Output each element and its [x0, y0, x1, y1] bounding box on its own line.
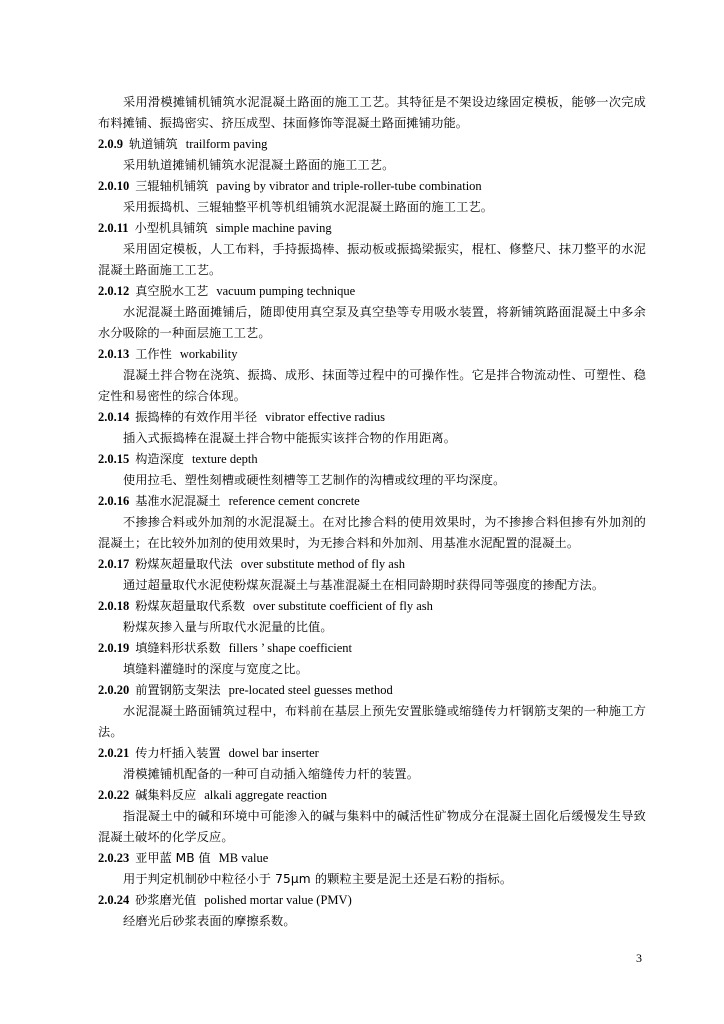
- term-english: workability: [179, 347, 238, 361]
- term-english: fillers ’ shape coefficient: [228, 641, 352, 655]
- document-body: [98, 92, 646, 932]
- term-english: alkali aggregate reaction: [204, 788, 328, 802]
- term-definition: 水泥混凝土路面铺筑过程中，布料前在基层上预先安置胀缝或缩缝传力杆钢筋支架的一种施工方法。: [98, 704, 646, 739]
- term-number: 2.0.16: [98, 494, 130, 508]
- term-definition: 使用拉毛、塑性刻槽或硬性刻槽等工艺制作的沟槽或纹理的平均深度。: [123, 473, 506, 487]
- term-definition: 水泥混凝土路面摊铺后，随即使用真空泵及真空垫等专用吸水装置，将新铺筑路面混凝土中多余水分吸除的一种面层施工工艺。: [98, 305, 646, 340]
- term-definition: 指混凝土中的碱和环境中可能渗入的碱与集料中的碱活性矿物成分在混凝土固化后缓慢发生导致混凝土破坏的化学反应。: [98, 809, 646, 844]
- term-english: over substitute method of fly ash: [240, 557, 405, 571]
- term-chinese: 真空脱水工艺: [135, 284, 209, 298]
- term-heading: [98, 785, 646, 806]
- term-chinese: 粉煤灰超量取代法: [135, 557, 233, 571]
- term-chinese: 构造深度: [135, 452, 184, 466]
- term-english: pre-located steel guesses method: [228, 683, 393, 697]
- term-heading: [98, 218, 646, 239]
- term-heading: [98, 743, 646, 764]
- term-chinese: 砂浆磨光值: [135, 893, 197, 907]
- term-definition: 采用轨道摊铺机铺筑水泥混凝土路面的施工工艺。: [123, 158, 395, 172]
- term-chinese: 传力杆插入装置: [135, 746, 221, 760]
- term-number: 2.0.18: [98, 599, 130, 613]
- term-heading: [98, 491, 646, 512]
- term-number: 2.0.19: [98, 641, 130, 655]
- term-heading: [98, 407, 646, 428]
- term-chinese: 填缝料形状系数: [135, 641, 221, 655]
- term-number: 2.0.22: [98, 788, 130, 802]
- term-chinese: 基准水泥混凝土: [135, 494, 221, 508]
- term-number: 2.0.10: [98, 179, 130, 193]
- term-number: 2.0.23: [98, 851, 130, 865]
- term-number: 2.0.9: [98, 137, 123, 151]
- term-heading: [98, 638, 646, 659]
- term-entries: [98, 134, 646, 932]
- term-heading: [98, 680, 646, 701]
- term-english: vibrator effective radius: [265, 410, 385, 424]
- term-definition: 用于判定机制砂中粒径小于 75μm 的颗粒主要是泥土还是石粉的指标。: [123, 872, 513, 886]
- term-english: polished mortar value (PMV): [204, 893, 352, 907]
- term-chinese: 碱集料反应: [135, 788, 197, 802]
- term-heading: [98, 281, 646, 302]
- term-definition: 插入式振捣棒在混凝土拌合物中能振实该拌合物的作用距离。: [123, 431, 457, 445]
- term-definition: 粉煤灰掺入量与所取代水泥量的比值。: [123, 620, 333, 634]
- term-english: trailform paving: [185, 137, 268, 151]
- term-heading: [98, 176, 646, 197]
- page-number: 3: [636, 951, 642, 965]
- term-heading: [98, 596, 646, 617]
- term-definition: 混凝土拌合物在浇筑、振捣、成形、抹面等过程中的可操作性。它是拌合物流动性、可塑性、稳定性和易密性的综合体现。: [98, 368, 646, 403]
- term-number: 2.0.11: [98, 221, 129, 235]
- term-heading: [98, 554, 646, 575]
- term-number: 2.0.24: [98, 893, 130, 907]
- term-heading: [98, 134, 646, 155]
- term-chinese: 振捣棒的有效作用半径: [135, 410, 258, 424]
- term-heading: [98, 449, 646, 470]
- term-english: texture depth: [192, 452, 258, 466]
- term-chinese: 三辊轴机铺筑: [135, 179, 209, 193]
- term-number: 2.0.12: [98, 284, 130, 298]
- term-number: 2.0.13: [98, 347, 130, 361]
- term-english: paving by vibrator and triple-roller-tube combination: [216, 179, 482, 193]
- intro-paragraph: 采用滑模摊铺机铺筑水泥混凝土路面的施工工艺。其特征是不架设边缘固定模板，能够一次完成布料摊铺、振捣密实、挤压成型、抹面修饰等混凝土路面摊铺功能。: [98, 95, 646, 130]
- term-definition: 采用振捣机、三辊轴整平机等机组铺筑水泥混凝土路面的施工工艺。: [123, 200, 494, 214]
- term-number: 2.0.20: [98, 683, 130, 697]
- term-heading: [98, 890, 646, 911]
- term-english: reference cement concrete: [228, 494, 360, 508]
- term-chinese: 前置钢筋支架法: [135, 683, 221, 697]
- term-chinese: 工作性: [135, 347, 172, 361]
- term-english: dowel bar inserter: [228, 746, 319, 760]
- term-number: 2.0.17: [98, 557, 130, 571]
- term-english: MB value: [218, 851, 269, 865]
- term-definition: 采用固定模板，人工布料，手持振捣棒、振动板或振捣梁振实，棍杠、修整尺、抹刀整平的水泥混凝土路面施工工艺。: [98, 242, 646, 277]
- term-definition: 滑模摊铺机配备的一种可自动插入缩缝传力杆的装置。: [123, 767, 420, 781]
- term-chinese: 小型机具铺筑: [134, 221, 208, 235]
- term-chinese: 粉煤灰超量取代系数: [135, 599, 245, 613]
- term-definition: 填缝料灌缝时的深度与宽度之比。: [123, 662, 309, 676]
- term-number: 2.0.21: [98, 746, 130, 760]
- term-number: 2.0.15: [98, 452, 130, 466]
- term-number: 2.0.14: [98, 410, 130, 424]
- term-definition: 不掺掺合料或外加剂的水泥混凝土。在对比掺合料的使用效果时，为不掺掺合料但掺有外加剂的混凝土；在比较外加剂的使用效果时，为无掺合料和外加剂、用基准水泥配置的混凝土。: [98, 515, 646, 550]
- term-english: simple machine paving: [215, 221, 332, 235]
- term-heading: [98, 344, 646, 365]
- term-english: over substitute coefficient of fly ash: [252, 599, 433, 613]
- term-definition: 经磨光后砂浆表面的摩擦系数。: [123, 914, 296, 928]
- term-chinese: 轨道铺筑: [129, 137, 178, 151]
- term-heading: [98, 848, 646, 869]
- term-definition: 通过超量取代水泥使粉煤灰混凝土与基准混凝土在相同龄期时获得同等强度的掺配方法。: [123, 578, 605, 592]
- term-english: vacuum pumping technique: [216, 284, 356, 298]
- term-chinese: 亚甲蓝 MB 值: [135, 851, 211, 865]
